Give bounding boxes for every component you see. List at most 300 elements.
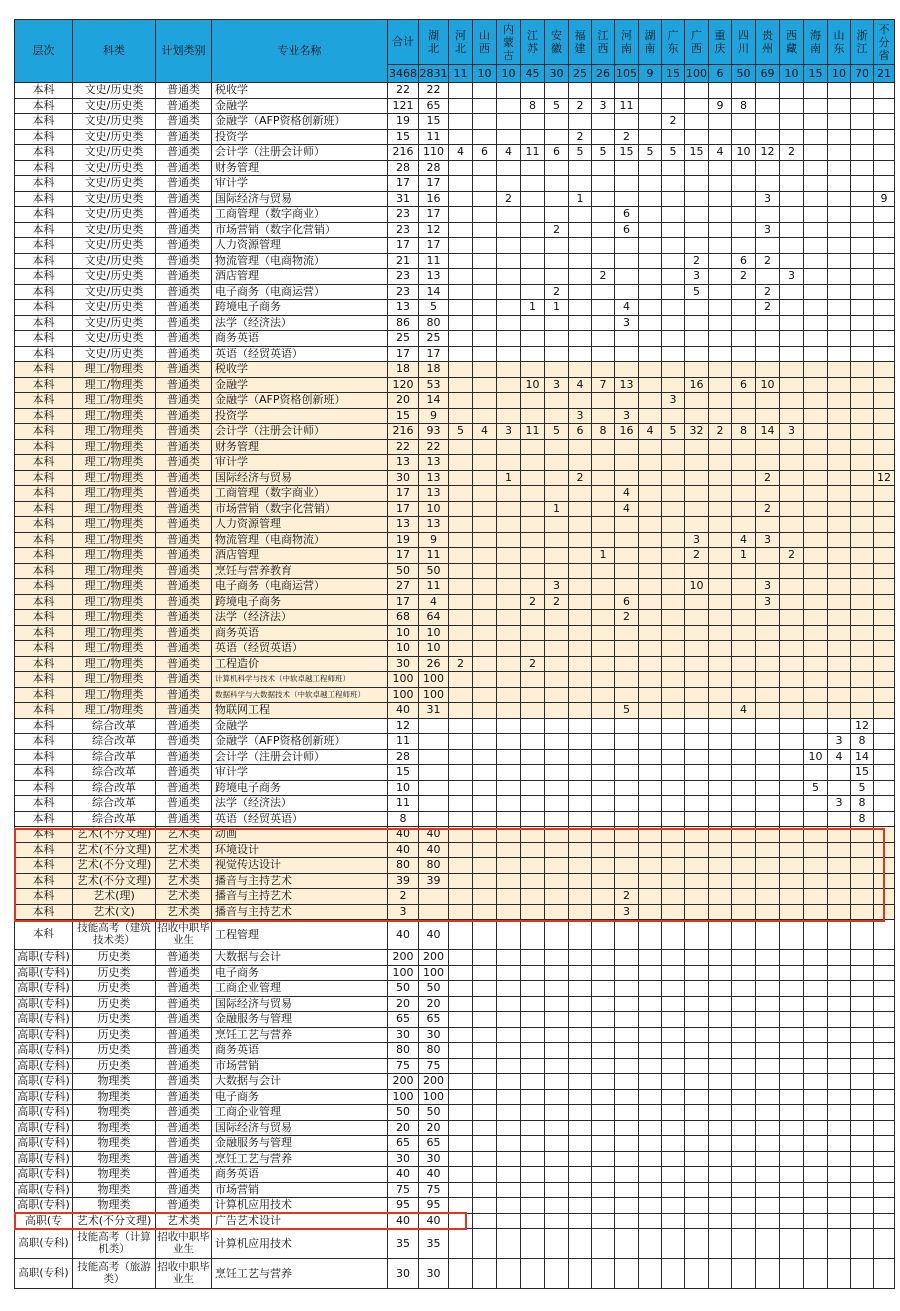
cell-count: 6 (615, 207, 639, 223)
cell-count (756, 269, 780, 285)
cell-count (449, 734, 473, 750)
cell-count (545, 811, 569, 827)
cell-count (449, 996, 473, 1012)
cell-count (639, 765, 662, 781)
cell-count (449, 532, 473, 548)
cell-count (662, 315, 685, 331)
cell-category: 物理类 (73, 1151, 156, 1167)
cell-count (639, 253, 662, 269)
cell-count (662, 501, 685, 517)
cell-count (732, 1089, 756, 1105)
cell-count (497, 1259, 521, 1289)
header-province: 四 川 (732, 20, 756, 65)
cell-count (497, 965, 521, 981)
cell-count (592, 579, 615, 595)
cell-count (709, 827, 732, 843)
cell-plan-type: 普通类 (156, 1089, 212, 1105)
cell-count (804, 191, 828, 207)
cell-count (569, 796, 592, 812)
cell-count (545, 207, 569, 223)
cell-count (756, 486, 780, 502)
cell-count (569, 455, 592, 471)
cell-count: 3 (780, 424, 804, 440)
cell-category: 综合改革 (73, 796, 156, 812)
cell-count (874, 1151, 895, 1167)
cell-count (662, 703, 685, 719)
cell-total: 80 (388, 1043, 419, 1059)
cell-count (497, 1043, 521, 1059)
cell-major: 法学（经济法） (212, 315, 388, 331)
cell-count: 3 (545, 377, 569, 393)
cell-count (545, 1182, 569, 1198)
cell-count (473, 1074, 497, 1090)
cell-count (545, 641, 569, 657)
cell-count (851, 238, 874, 254)
cell-count (497, 1167, 521, 1183)
cell-count: 2 (709, 424, 732, 440)
cell-count (545, 920, 569, 950)
cell-count (569, 1229, 592, 1259)
cell-total: 75 (388, 1182, 419, 1198)
cell-count (497, 253, 521, 269)
cell-count (685, 996, 709, 1012)
cell-count (497, 1074, 521, 1090)
cell-count (473, 734, 497, 750)
cell-count (449, 315, 473, 331)
cell-total: 28 (388, 160, 419, 176)
cell-count (592, 346, 615, 362)
cell-count (569, 1182, 592, 1198)
header-province: 山 西 (473, 20, 497, 65)
cell-count: 5 (569, 145, 592, 161)
cell-count (828, 1167, 851, 1183)
cell-count (804, 486, 828, 502)
cell-count (756, 1229, 780, 1259)
cell-count (709, 548, 732, 564)
cell-count (709, 1151, 732, 1167)
cell-category: 物理类 (73, 1089, 156, 1105)
cell-count (569, 1105, 592, 1121)
cell-count: 10 (685, 579, 709, 595)
cell-count: 65 (419, 1012, 449, 1028)
cell-count (473, 548, 497, 564)
cell-count: 8 (732, 98, 756, 114)
cell-major: 电子商务 (212, 965, 388, 981)
cell-count (780, 687, 804, 703)
header-province: 湖 南 (639, 20, 662, 65)
cell-count: 2 (497, 191, 521, 207)
cell-count (874, 920, 895, 950)
cell-count: 6 (615, 594, 639, 610)
cell-count (851, 996, 874, 1012)
cell-count (569, 517, 592, 533)
cell-level: 高职(专科) (15, 1167, 73, 1183)
table-row (15, 1229, 895, 1259)
cell-major: 环境设计 (212, 842, 388, 858)
cell-count (545, 191, 569, 207)
cell-count: 4 (615, 300, 639, 316)
cell-count: 53 (419, 377, 449, 393)
cell-count (545, 532, 569, 548)
cell-count (685, 873, 709, 889)
cell-count (473, 981, 497, 997)
cell-count (828, 331, 851, 347)
cell-count (639, 749, 662, 765)
cell-count (545, 1043, 569, 1059)
cell-count (851, 1259, 874, 1289)
cell-count (662, 780, 685, 796)
cell-count: 5 (851, 780, 874, 796)
cell-count (756, 1182, 780, 1198)
cell-count: 2 (545, 222, 569, 238)
cell-count (449, 1058, 473, 1074)
cell-count (592, 315, 615, 331)
cell-count (804, 1229, 828, 1259)
cell-count (756, 1027, 780, 1043)
cell-count (756, 1167, 780, 1183)
cell-count (662, 1229, 685, 1259)
cell-count (449, 625, 473, 641)
cell-major: 投资学 (212, 408, 388, 424)
cell-count (521, 1136, 545, 1152)
cell-count (756, 827, 780, 843)
cell-category: 艺术(不分文理) (73, 1213, 156, 1229)
cell-count (780, 315, 804, 331)
cell-count (592, 1136, 615, 1152)
cell-count (473, 656, 497, 672)
cell-count: 13 (615, 377, 639, 393)
cell-count (804, 362, 828, 378)
cell-count: 3 (685, 269, 709, 285)
cell-count: 14 (419, 393, 449, 409)
cell-count (874, 594, 895, 610)
cell-count (449, 1120, 473, 1136)
cell-count: 50 (419, 1105, 449, 1121)
cell-count: 8 (851, 811, 874, 827)
cell-total: 2 (388, 889, 419, 905)
cell-count (851, 129, 874, 145)
cell-plan-type: 普通类 (156, 1136, 212, 1152)
cell-count (639, 1074, 662, 1090)
cell-count (874, 1089, 895, 1105)
cell-plan-type: 艺术类 (156, 827, 212, 843)
cell-level: 本科 (15, 253, 73, 269)
cell-count (851, 315, 874, 331)
cell-count (709, 687, 732, 703)
cell-count (662, 563, 685, 579)
cell-count (828, 362, 851, 378)
cell-count (615, 1259, 639, 1289)
cell-plan-type: 艺术类 (156, 858, 212, 874)
cell-count: 5 (662, 424, 685, 440)
cell-count (709, 965, 732, 981)
cell-count (685, 238, 709, 254)
cell-count: 12 (874, 470, 895, 486)
cell-count (545, 315, 569, 331)
cell-count (828, 996, 851, 1012)
cell-count: 11 (419, 129, 449, 145)
table-row (15, 207, 895, 223)
cell-count (521, 191, 545, 207)
cell-count (473, 610, 497, 626)
cell-count (449, 873, 473, 889)
cell-count (709, 377, 732, 393)
cell-count (851, 842, 874, 858)
cell-count (545, 1089, 569, 1105)
cell-count (521, 1198, 545, 1214)
header-province: 浙 江 (851, 20, 874, 65)
cell-count (545, 563, 569, 579)
cell-count (732, 1043, 756, 1059)
cell-count (804, 656, 828, 672)
cell-count (828, 687, 851, 703)
cell-count (473, 889, 497, 905)
cell-level: 本科 (15, 346, 73, 362)
cell-count (473, 253, 497, 269)
cell-count: 8 (732, 424, 756, 440)
header-row (15, 20, 895, 65)
cell-count: 2 (521, 594, 545, 610)
cell-count (709, 656, 732, 672)
cell-count (497, 1089, 521, 1105)
cell-count (592, 610, 615, 626)
cell-count (851, 1182, 874, 1198)
cell-count (732, 1120, 756, 1136)
cell-count (662, 965, 685, 981)
cell-count (828, 300, 851, 316)
table-row (15, 842, 895, 858)
table-row (15, 455, 895, 471)
cell-count (662, 331, 685, 347)
cell-level: 高职(专科) (15, 965, 73, 981)
cell-count (615, 858, 639, 874)
cell-count: 3 (756, 594, 780, 610)
cell-total: 20 (388, 393, 419, 409)
cell-plan-type: 普通类 (156, 393, 212, 409)
cell-count (732, 610, 756, 626)
cell-count (732, 176, 756, 192)
cell-count (639, 1089, 662, 1105)
cell-count (851, 253, 874, 269)
cell-count (569, 222, 592, 238)
cell-category: 文史/历史类 (73, 300, 156, 316)
cell-category: 艺术(不分文理) (73, 827, 156, 843)
table-row (15, 238, 895, 254)
cell-level: 本科 (15, 579, 73, 595)
cell-count (732, 1058, 756, 1074)
cell-count (851, 176, 874, 192)
cell-category: 综合改革 (73, 811, 156, 827)
cell-count (804, 1167, 828, 1183)
cell-category: 物理类 (73, 1120, 156, 1136)
cell-count (569, 889, 592, 905)
cell-count (615, 920, 639, 950)
cell-count (497, 873, 521, 889)
cell-plan-type: 普通类 (156, 439, 212, 455)
cell-count (615, 470, 639, 486)
cell-count (851, 950, 874, 966)
cell-major: 数据科学与大数据技术（中软卓越工程师班） (212, 687, 388, 703)
cell-count (804, 1151, 828, 1167)
cell-category: 文史/历史类 (73, 98, 156, 114)
cell-count (639, 393, 662, 409)
cell-level: 本科 (15, 641, 73, 657)
cell-count (851, 563, 874, 579)
cell-count (756, 981, 780, 997)
cell-count (732, 408, 756, 424)
cell-count (449, 160, 473, 176)
cell-count: 13 (419, 486, 449, 502)
cell-major: 大数据与会计 (212, 1074, 388, 1090)
cell-count: 1 (592, 548, 615, 564)
cell-count (685, 315, 709, 331)
cell-count (473, 1136, 497, 1152)
cell-major: 烹饪工艺与营养 (212, 1027, 388, 1043)
cell-count (685, 1182, 709, 1198)
cell-category: 文史/历史类 (73, 222, 156, 238)
table-row (15, 594, 895, 610)
cell-count (804, 1074, 828, 1090)
cell-count (662, 920, 685, 950)
cell-category: 综合改革 (73, 765, 156, 781)
cell-count (569, 1120, 592, 1136)
cell-level: 本科 (15, 176, 73, 192)
table-row (15, 424, 895, 440)
cell-count (732, 687, 756, 703)
cell-level: 本科 (15, 672, 73, 688)
cell-count (615, 517, 639, 533)
cell-level: 本科 (15, 718, 73, 734)
cell-count (449, 114, 473, 130)
header-province: 河 南 (615, 20, 639, 65)
cell-count: 31 (419, 703, 449, 719)
header-category: 科类 (73, 20, 156, 83)
cell-plan-type: 普通类 (156, 780, 212, 796)
cell-count (732, 160, 756, 176)
cell-count (851, 83, 874, 99)
cell-count (473, 1182, 497, 1198)
cell-total: 50 (388, 563, 419, 579)
cell-count (449, 1105, 473, 1121)
cell-count (780, 98, 804, 114)
cell-count (874, 563, 895, 579)
cell-count (497, 300, 521, 316)
cell-count (639, 827, 662, 843)
table-row (15, 517, 895, 533)
cell-count (545, 672, 569, 688)
cell-count (709, 160, 732, 176)
cell-count (851, 269, 874, 285)
cell-count (521, 1027, 545, 1043)
cell-count (851, 920, 874, 950)
cell-count (804, 548, 828, 564)
cell-count (545, 981, 569, 997)
cell-count (780, 455, 804, 471)
cell-total: 95 (388, 1198, 419, 1214)
cell-count (497, 1058, 521, 1074)
cell-level: 本科 (15, 160, 73, 176)
cell-count (756, 873, 780, 889)
cell-count (804, 393, 828, 409)
cell-major: 物流管理（电商物流） (212, 253, 388, 269)
cell-count (851, 703, 874, 719)
cell-level: 本科 (15, 594, 73, 610)
cell-count (756, 1074, 780, 1090)
cell-count (521, 1089, 545, 1105)
cell-count (780, 842, 804, 858)
cell-level: 高职(专科) (15, 1027, 73, 1043)
cell-count (828, 965, 851, 981)
cell-count (639, 1058, 662, 1074)
cell-count (449, 718, 473, 734)
cell-count (874, 145, 895, 161)
cell-count (639, 439, 662, 455)
cell-count (709, 780, 732, 796)
cell-count: 75 (419, 1182, 449, 1198)
cell-category: 物理类 (73, 1182, 156, 1198)
cell-count (851, 1151, 874, 1167)
cell-count (497, 842, 521, 858)
cell-count (521, 393, 545, 409)
cell-count (639, 965, 662, 981)
cell-count (804, 145, 828, 161)
cell-count (756, 98, 780, 114)
cell-count (449, 1074, 473, 1090)
cell-count (804, 408, 828, 424)
cell-major: 财务管理 (212, 439, 388, 455)
cell-plan-type: 普通类 (156, 765, 212, 781)
cell-count (521, 610, 545, 626)
cell-count: 200 (419, 1074, 449, 1090)
cell-count (685, 920, 709, 950)
cell-count (662, 625, 685, 641)
cell-count (756, 331, 780, 347)
cell-count (521, 222, 545, 238)
cell-count: 15 (615, 145, 639, 161)
cell-count (497, 1136, 521, 1152)
cell-count: 22 (419, 439, 449, 455)
cell-level: 高职(专科) (15, 1012, 73, 1028)
cell-count (804, 1089, 828, 1105)
cell-count (521, 1120, 545, 1136)
cell-count (709, 734, 732, 750)
cell-count (569, 1027, 592, 1043)
cell-count (685, 98, 709, 114)
cell-count (497, 594, 521, 610)
cell-count (449, 703, 473, 719)
cell-count (732, 594, 756, 610)
cell-major: 审计学 (212, 765, 388, 781)
cell-count (662, 1120, 685, 1136)
cell-count: 6 (545, 145, 569, 161)
cell-count (851, 470, 874, 486)
cell-plan-type: 普通类 (156, 455, 212, 471)
cell-count (521, 439, 545, 455)
cell-count (592, 981, 615, 997)
table-row (15, 610, 895, 626)
cell-plan-type: 普通类 (156, 749, 212, 765)
cell-count (851, 362, 874, 378)
cell-count (732, 1136, 756, 1152)
cell-count (874, 965, 895, 981)
cell-count (851, 501, 874, 517)
cell-count (851, 424, 874, 440)
cell-total: 17 (388, 501, 419, 517)
cell-count: 17 (419, 238, 449, 254)
cell-count (639, 176, 662, 192)
cell-count (521, 346, 545, 362)
cell-count (545, 996, 569, 1012)
